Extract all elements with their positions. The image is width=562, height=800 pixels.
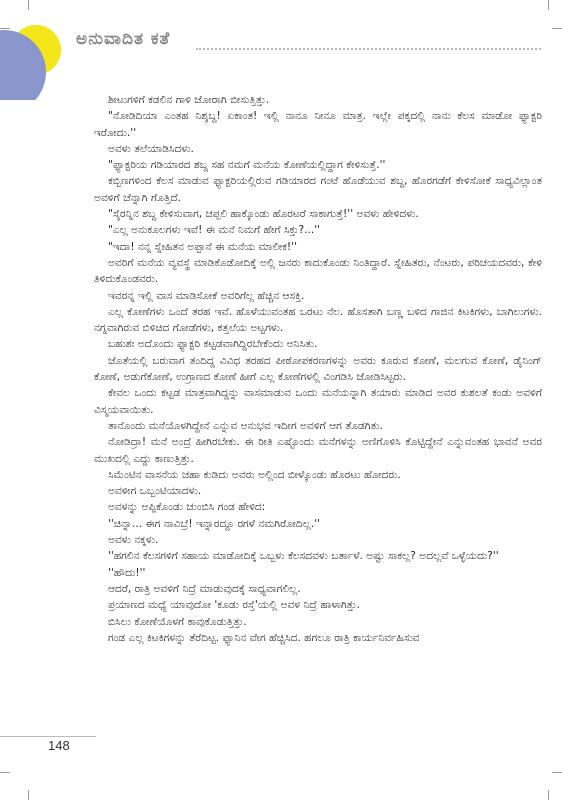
paragraph: ಅವರಿಗೆ ಮನೆಯ ವ್ಯವಸ್ಥೆ ಮಾಡಿಕೊಡೋದಿಕ್ಕೆ ಅಲ್ಲಿ ಜನರು ಕಾದುಕೊಂಡು ನಿಂತಿದ್ದಾರೆ. ಸ್ನೇಹಿತರು, ನೆಂಟರು, ಪರಿಚಯದವರು, ಕೇಳಿ ತಿಳಿದುಕೊಂಡವರು. xyxy=(94,256,542,286)
paragraph: ''ಹಗಲಿನ ಕೆಲಸಗಳಿಗೆ ಸಹಾಯ ಮಾಡೋದಿಕ್ಕೆ ಒಬ್ಬಳು ಕೆಲಸದವಳು ಬರ್ತಾಳೆ. ಅಷ್ಟು ಸಾಕಲ್ಲ? ಅದಲ್ಲವೆ ಒಳ್ಳೆಯದು?'' xyxy=(108,550,499,563)
paragraph: ಎಲ್ಲ ಕೋಣೆಗಳು ಒಂದೆ ತರಹ ಇವೆ. ಹೊಳೆಯುವಂತಹ ಒರಟು ನೆಲ. ಹೊಸತಾಗಿ ಬಣ್ಣ ಬಳಿದ ಗಾಜಿನ ಕಿಟಕಿಗಳು, ಬಾಗಿಲುಗಳು. ನಗ್ನವಾಗಿರುವ ಬಿಳಿಚಿದ ಗೋಡೆಗಳು, ಕತ್ತಲೆಯ ಅಟ್ಟಗಳು. xyxy=(94,305,542,335)
crop-mark xyxy=(28,790,29,800)
crop-mark xyxy=(548,790,549,800)
paragraph: ಬಿಸಿಲು ಕೋಣೆಯೊಳಗೆ ಕಾವುಕೊಡುತ್ತಿತ್ತು. xyxy=(108,615,247,628)
header-dotted-rule xyxy=(196,48,541,50)
paragraph: ಸಿಮೆಂಟಿನ ವಾಸನೆಯ ಚಹಾ ಕುಡಿದು ಅವರು ಅಲ್ಲಿಂದ ಬೀಳ್ಕೊಂಡು ಹೊರಟು ಹೋದರು. xyxy=(108,468,401,481)
crop-mark xyxy=(0,772,10,773)
paragraph: "ಎಲ್ಲ ಅನುಕೂಲಗಳು ಇವೆ! ಈ ಮನೆ ನಿಮಗೆ ಹೇಗೆ ಸಿಕ್ತು?...'' xyxy=(108,224,321,237)
footer-rule xyxy=(0,736,96,737)
paragraph: ಬಹುಶಃ ಅದೊಂದು ಫ್ಯಾಕ್ಟರಿ ಕಟ್ಟಡವಾಗಿದ್ದಿರಬೇಕೆಂದು ಅನಿಸಿತು. xyxy=(108,338,318,351)
crop-mark xyxy=(552,772,562,773)
paragraph: ಅವಳು ತಲೆಯಾಡಿಸಿದಳು. xyxy=(108,142,194,155)
paragraph: ಗಂಡ ಎಲ್ಲ ಕಿಟಕಿಗಳನ್ನು ತೆರೆದಿಟ್ಟ. ಫ್ಯಾನಿನ ವೇಗ ಹೆಚ್ಚಿಸಿದ. ಹಗಲೂ ರಾತ್ರಿ ಕಾರ್ಯನಿರ್ವಹಿಸುವ xyxy=(108,631,420,644)
paragraph: ಇವರನ್ನ ಇಲ್ಲಿ ವಾಸ ಮಾಡಿಸೋಕೆ ಅವರಿಗೆಲ್ಲ ಹೆಚ್ಚಿನ ಆಸಕ್ತಿ. xyxy=(108,289,305,302)
paragraph: ನೋಡಿದ್ರಾ! ಮನೆ ಅಂದ್ರೆ ಹೀಗಿರಬೇಕು. ಈ ರೀತಿ ಎಷ್ಟೊಂದು ಮನೆಗಳನ್ನು ಅಣಿಗೊಳಿಸಿ ಕೊಟ್ಟಿದ್ದೇನೆ ಎನ್ನುವಂತಹ ಭಾವನೆ ಅವರ ಮುಖದಲ್ಲಿ ಎದ್ದು ಕಾಣುತ್ತಿತ್ತು. xyxy=(94,436,542,465)
paragraph: ಶೀಟುಗಳಿಗೆ ಕಡಲಿನ ಗಾಳಿ ಜೋರಾಗಿ ಬೀಸುತ್ತಿತ್ತು. xyxy=(108,94,270,106)
header-decoration xyxy=(0,0,100,100)
paragraph: "ಫ್ಯಾಕ್ಟರಿಯ ಗಡಿಯಾರದ ಶಬ್ದ ಸಹ ನಮಗೆ ಮನೆಯ ಕೋಣೆಯಲ್ಲಿದ್ದಾಗ ಕೇಳಿಸುತ್ತೆ.'' xyxy=(108,159,386,172)
section-title: ಅನುವಾದಿತ ಕತೆ xyxy=(76,29,171,49)
paragraph: ಆದರೆ, ರಾತ್ರಿ ಅವಳಿಗೆ ನಿದ್ರೆ ಮಾಡುವುದಕ್ಕೆ ಸಾಧ್ಯವಾಗಲಿಲ್ಲ. xyxy=(108,582,301,595)
page-number: 148 xyxy=(48,738,70,753)
paragraph: ಜೊತೆಯಲ್ಲಿ ಬರುವಾಗ ತಂದಿದ್ದ ವಿವಿಧ ತರಹದ ಪೀಠೋಪಕರಣಗಳನ್ನು ಅವರು ಕೂರುವ ಕೋಣೆ, ಮಲಗುವ ಕೋಣೆ, ಡೈನಿಂಗ್ ಕೋಣೆ, ಅಡುಗೆಕೋಣೆ, ಉಗ್ರಾಣದ ಕೋಣೆ ಹೀಗೆ ಎಲ್ಲ ಕೋಣೆಗಳಲ್ಲಿ ವಿಂಗಡಿಸಿ ಜೋಡಿಸಿಟ್ಟರು. xyxy=(94,354,542,384)
paragraph: "ಇದಾ! ನನ್ನ ಸ್ನೇಹಿತನ ಅಪ್ಪಾನೆ ಈ ಮನೆಯ ಮಾಲೀಕ!'' xyxy=(108,240,297,253)
paragraph: ''ಹೌದು!'' xyxy=(108,566,146,579)
paragraph: ಅವಳೀಗ ಒಬ್ಬಂಟಿಯಾದಳು. xyxy=(108,485,202,498)
paragraph: "ಸೈರನ್ನಿನ ಶಬ್ದ ಕೇಳಿಸುವಾಗ, ಚಪ್ಪಲಿ ಹಾಕ್ಕೊಂಡು ಹೊರಟರೆ ಸಾಕಾಗುತ್ತೆ!'' ಅವಳು ಹೇಳಿದಳು. xyxy=(108,208,419,221)
crop-mark xyxy=(552,28,562,29)
paragraph: ''ಚಿನ್ನಾ... ಈಗ ನಾವಿಬ್ರೆ! ಇನ್ನಾರದ್ದೂ ರಗಳೆ ನಮಗಿರೋದಿಲ್ಲ.'' xyxy=(108,517,321,530)
paragraph: ಕೇವಲ ಒಂದು ಕಟ್ಟಡ ಮಾತ್ರವಾಗಿದ್ದನ್ನು ವಾಸಮಾಡುವ ಒಂದು ಮನೆಯನ್ನಾಗಿ ತಯಾರು ಮಾಡಿದ ಅವರ ಕುಶಲತೆ ಕಂಡು ಅವಳಿಗೆ ವಿಸ್ಮಯವಾಯಿತು. xyxy=(94,387,542,416)
paragraph: ಅವಳನ್ನು ಅಪ್ಪಿಕೊಂಡು ಚುಂಬಿಸಿ ಗಂಡ ಹೇಳಿದ: xyxy=(108,501,266,514)
story-body xyxy=(94,92,542,646)
paragraph: ತಾನೊಂದು ಮನೆಯೊಳಗಿದ್ದೇನೆ ಎನ್ನುವ ಅನುಭವ ಇದೀಗ ಅವಳಿಗೆ ಆಗ ತೊಡಗಿತು. xyxy=(108,419,383,432)
paragraph: ಪ್ರಯಾಣದ ಮಧ್ಯೆ ಯಾವುದೋ 'ಕೂಡು ರಸ್ತೆ'ಯಲ್ಲಿ ಅವಳ ನಿದ್ರೆ ಹಾಳಾಗಿತ್ತು. xyxy=(108,599,361,612)
paragraph: ಅವಳು ನಕ್ಕಳು. xyxy=(108,534,159,547)
crop-mark xyxy=(548,0,549,10)
paragraph: "ನೋಡಿದಿಯಾ ಎಂತಹ ನಿಶ್ಶಬ್ದ! ಏಕಾಂತ! ಇಲ್ಲಿ ನಾನೂ ನೀನೂ ಮಾತ್ರ. ಇಲ್ಲೇ ಪಕ್ಕದಲ್ಲಿ ನಾನು ಕೆಲಸ ಮಾಡೋ ಫ್ಯಾಕ್ಟರಿ ಇರೋದು.'' xyxy=(94,110,542,139)
paragraph: ಕಬ್ಬಿಣಗಳಿಂದ ಕೆಲಸ ಮಾಡುವ ಫ್ಯಾಕ್ಟರಿಯಲ್ಲಿರುವ ಗಡಿಯಾರದ ಗಂಟೆ ಹೊಡೆಯುವ ಶಬ್ದ, ಹೊರಗಡೆಗೆ ಕೇಳಿಸೋಕೆ ಸಾಧ್ಯವಿಲ್ಲಾಂತ ಅವಳಿಗೆ ಚೆನ್ನಾಗಿ ಗೊತ್ತಿದೆ. xyxy=(94,175,542,204)
